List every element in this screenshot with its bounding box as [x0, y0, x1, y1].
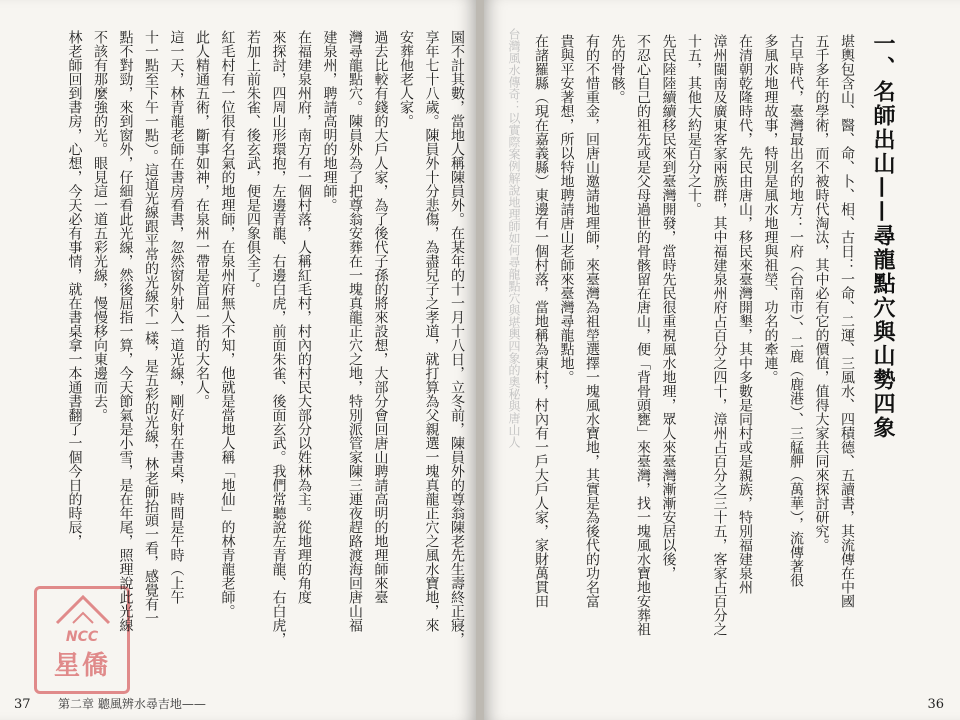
text-column: 享年七十八歲。陳員外十分悲傷，為盡兒子之孝道，就打算為父親選一塊真龍正穴之風水寶地，來 — [423, 30, 440, 632]
text-column: 古早時代，臺灣最出名的地方：一府（台南市）、二鹿（鹿港）、三艋舺（萬華），流傳著很 — [788, 34, 804, 587]
text-column: 先民陸陸續續移民來到臺灣開發，當時先民很重視風水地理，眾人來臺灣漸漸安居以後， — [660, 34, 677, 580]
text-column: 十五，其他大約是百分之十。 — [686, 34, 702, 216]
text-column: 建泉州，聘請高明的地理師。 — [321, 30, 338, 212]
text-column: 這一天，林青龍老師在書房看書，忽然窗外射入一道光線，剛好射在書桌，時間是午時（上午 — [168, 30, 185, 604]
watermark-strip: 台灣風水傳奇：以實際案例解說地理師如何尋龍點穴與堪輿四象的奧秘與唐山人 — [507, 28, 521, 448]
text-column: 多風水地理故事，特別是風水地理與祖塋、功名的牽連。 — [762, 34, 779, 384]
text-column: 在福建泉州府，南方有一個村落，人稱紅毛村，村內的村民大部分以姓林為主。從地理的角度 — [296, 30, 312, 604]
text-column: 有的不惜重金，回唐山邀請地理師，來臺灣為祖塋選擇一塊風水寶地，其實是為後代的功名富 — [584, 34, 600, 608]
text-column: 灣尋龍點穴。陳員外為了把尊翁安葬在一塊真龍正穴之地，特別派管家陳三連夜趕路渡海回唐山福 — [347, 30, 363, 632]
running-head: 第二章 聽風辨水尋吉地—— — [58, 697, 206, 711]
logo-ncc-text: NCC — [65, 628, 99, 645]
text-column: 不該有那麼強的光。眼見這一道五彩光線，慢慢移向東邊而去。 — [92, 30, 108, 422]
text-column: 紅毛村有一位很有名氣的地理師，在泉州府無人不知，他就是當地人稱「地仙」的林青龍老師。 — [219, 30, 236, 618]
text-column: 在諸羅縣（現在嘉義縣）東邊有一個村落，當地稱為東村，村內有一戶大戶人家，家財萬貫田 — [533, 34, 549, 608]
text-column: 在清朝乾隆時代，先民由唐山，移民來臺灣開墾，其中多數是同村或是親族，特別福建泉州 — [737, 34, 753, 594]
chapter-heading: 一、名師出山——尋龍點穴與山勢四象 — [870, 32, 896, 440]
text-column: 先的骨骸。 — [609, 34, 626, 104]
text-column: 五千多年的學術，而不被時代淘汰，其中必有它的價值，值得大家共同來探討研究。 — [813, 34, 830, 552]
page-number-right: 36 — [927, 697, 944, 712]
text-column: 漳州閩南及廣東客家兩族群，其中福建泉州府占百分之四十，漳州占百分之三十五，客家占百分之 — [711, 34, 728, 636]
right-page — [484, 0, 960, 720]
page-number-left: 37 — [14, 697, 31, 712]
text-column: 若加上前朱雀、後玄武，便是四象俱全了。 — [245, 30, 261, 296]
roof-icon — [53, 593, 113, 627]
text-column: 貴與平安著想，所以特地聘請唐山老師來臺灣尋龍點地。 — [558, 34, 575, 384]
text-column: 十一點至下午一點）。這道光線跟平常的光線不一樣，是五彩的光線，林老師抬頭一看，感覺有一 — [143, 30, 159, 625]
text-column: 此人精通五術，斷事如神，在泉州一帶是首屈一指的大名人。 — [194, 30, 210, 408]
text-column: 不忍心自己的祖先或是父母過世的骨骸留在唐山，便「背骨頭甕」來臺灣，找一塊風水寶地安葬祖 — [635, 34, 651, 636]
text-column: 過去比較有錢的大戶人家，為了後代子孫的將來設想，大部分會回唐山聘請高明的地理師來臺 — [372, 30, 389, 604]
text-column: 來探討，四周山形環抱，左邊青龍、右邊白虎，前面朱雀、後面玄武。我們常聽說左青龍、右白虎， — [270, 30, 287, 646]
text-column: 點不對勁，來到窗外，仔細看此光線，然後屈指一算，今天節氣是小雪，是在年尾，照理說此光線 — [117, 30, 134, 632]
text-column: 園不計其數，當地人稱陳員外。在某年的十一月十八日，立冬前，陳員外的尊翁陳老先生壽終正寢， — [449, 30, 465, 646]
left-page — [0, 0, 476, 720]
logo-brand-text: 星僑 — [53, 650, 110, 681]
book-gutter — [476, 0, 484, 720]
text-column: 安葬他老人家。 — [398, 30, 414, 128]
text-column: 林老師回到書房，心想，今天必有事情，就在書桌拿一本通書翻了一個今日的時辰， — [66, 30, 83, 548]
text-column: 堪輿包含山、醫、命、卜、相、古日：一命、二運、三風水、四積德、五讀書，其流傳在中國 — [839, 34, 855, 608]
